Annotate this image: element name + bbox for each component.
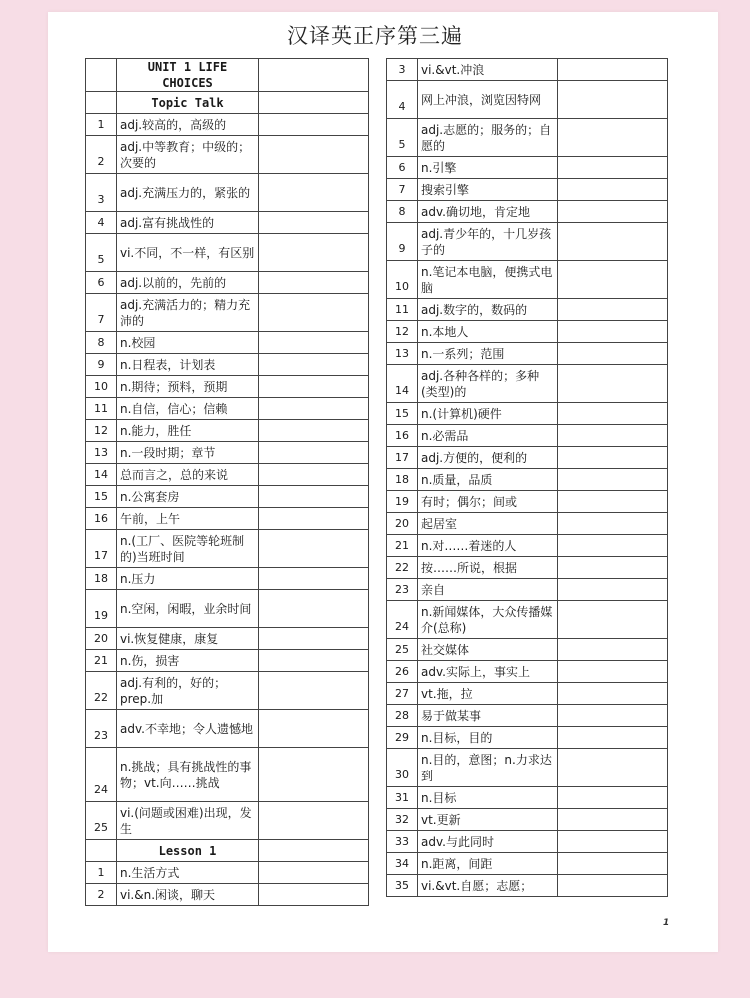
vocab-row	[86, 650, 369, 672]
answer-blank[interactable]	[259, 464, 369, 486]
entry-number: 20	[387, 513, 418, 535]
answer-blank[interactable]	[558, 535, 668, 557]
entry-number: 19	[387, 491, 418, 513]
answer-blank[interactable]	[259, 748, 369, 802]
vocab-row	[86, 464, 369, 486]
answer-blank[interactable]	[558, 787, 668, 809]
entry-number: 34	[387, 853, 418, 875]
vocab-row	[387, 491, 668, 513]
chinese-meaning: 按……所说，根据	[418, 557, 558, 579]
chinese-meaning: adj.数字的，数码的	[418, 299, 558, 321]
vocab-row	[387, 223, 668, 261]
chinese-meaning: adj.志愿的；服务的；自愿的	[418, 119, 558, 157]
entry-number: 20	[86, 628, 117, 650]
answer-blank[interactable]	[259, 212, 369, 234]
answer-blank[interactable]	[558, 513, 668, 535]
entry-number: 18	[86, 568, 117, 590]
vocab-row	[387, 579, 668, 601]
chinese-meaning: n.自信，信心；信赖	[117, 398, 259, 420]
answer-blank[interactable]	[558, 831, 668, 853]
chinese-meaning: adj.有利的，好的；prep.加	[117, 672, 259, 710]
chinese-meaning: adj.充满压力的，紧张的	[117, 174, 259, 212]
entry-number: 23	[387, 579, 418, 601]
answer-blank[interactable]	[558, 223, 668, 261]
entry-number: 17	[86, 530, 117, 568]
entry-number: 32	[387, 809, 418, 831]
vocab-row	[86, 354, 369, 376]
entry-number: 30	[387, 749, 418, 787]
entry-number: 2	[86, 884, 117, 906]
chinese-meaning: adv.不幸地；令人遗憾地	[117, 710, 259, 748]
vocab-row	[387, 59, 668, 81]
entry-number: 5	[86, 234, 117, 272]
answer-blank[interactable]	[558, 875, 668, 897]
chinese-meaning: vi.恢复健康，康复	[117, 628, 259, 650]
entry-number: 13	[86, 442, 117, 464]
entry-number: 1	[86, 114, 117, 136]
entry-number: 17	[387, 447, 418, 469]
vocab-row	[387, 787, 668, 809]
vocab-row	[387, 809, 668, 831]
entry-number: 12	[86, 420, 117, 442]
answer-blank[interactable]	[259, 802, 369, 840]
chinese-meaning: 起居室	[418, 513, 558, 535]
vocab-row	[387, 513, 668, 535]
vocab-row	[387, 469, 668, 491]
vocab-row	[387, 299, 668, 321]
vocab-row	[86, 590, 369, 628]
entry-number: 33	[387, 831, 418, 853]
vocab-table-right	[386, 58, 668, 897]
entry-number: 29	[387, 727, 418, 749]
page-title: 汉译英正序第三遍	[287, 24, 463, 48]
answer-blank[interactable]	[259, 272, 369, 294]
answer-blank[interactable]	[558, 343, 668, 365]
answer-blank[interactable]	[558, 81, 668, 119]
answer-blank[interactable]	[259, 136, 369, 174]
entry-number: 16	[86, 508, 117, 530]
entry-number: 6	[86, 272, 117, 294]
answer-blank[interactable]	[259, 234, 369, 272]
chinese-meaning: 午前，上午	[117, 508, 259, 530]
chinese-meaning: 易于做某事	[418, 705, 558, 727]
answer-blank[interactable]	[558, 365, 668, 403]
answer-blank[interactable]	[259, 174, 369, 212]
answer-blank[interactable]	[558, 809, 668, 831]
entry-number: 1	[86, 862, 117, 884]
answer-blank[interactable]	[259, 650, 369, 672]
heading-number-cell	[86, 59, 117, 92]
answer-blank[interactable]	[558, 403, 668, 425]
vocab-row	[86, 508, 369, 530]
chinese-meaning: n.质量，品质	[418, 469, 558, 491]
vocab-row	[387, 727, 668, 749]
heading-blank-cell	[259, 59, 369, 92]
chinese-meaning: 网上冲浪，浏览因特网	[418, 81, 558, 119]
chinese-meaning: adj.中等教育；中级的；次要的	[117, 136, 259, 174]
chinese-meaning: n.伤，损害	[117, 650, 259, 672]
answer-blank[interactable]	[259, 710, 369, 748]
chinese-meaning: n.一段时期；章节	[117, 442, 259, 464]
chinese-meaning: 亲自	[418, 579, 558, 601]
vocab-row	[86, 376, 369, 398]
vocab-row	[86, 802, 369, 840]
answer-blank[interactable]	[558, 447, 668, 469]
vocab-row	[387, 683, 668, 705]
vocab-row	[387, 179, 668, 201]
chinese-meaning: adv.与此同时	[418, 831, 558, 853]
chinese-meaning: n.校园	[117, 332, 259, 354]
chinese-meaning: adj.富有挑战性的	[117, 212, 259, 234]
chinese-meaning: vi.&vt.自愿；志愿；	[418, 875, 558, 897]
chinese-meaning: n.目标	[418, 787, 558, 809]
vocab-row	[86, 710, 369, 748]
entry-number: 16	[387, 425, 418, 447]
vocab-row	[387, 261, 668, 299]
vocab-row	[86, 628, 369, 650]
vocab-row	[86, 272, 369, 294]
entry-number: 9	[86, 354, 117, 376]
heading-blank-cell	[259, 92, 369, 114]
section-heading: Lesson 1	[117, 840, 259, 862]
section-heading: UNIT 1 LIFE CHOICES	[117, 59, 259, 92]
answer-blank[interactable]	[558, 727, 668, 749]
entry-number: 25	[86, 802, 117, 840]
vocab-row	[387, 601, 668, 639]
vocab-row	[86, 568, 369, 590]
answer-blank[interactable]	[558, 119, 668, 157]
vocab-row	[86, 748, 369, 802]
vocab-row	[387, 343, 668, 365]
chinese-meaning: n.一系列；范围	[418, 343, 558, 365]
heading-blank-cell	[259, 840, 369, 862]
entry-number: 22	[387, 557, 418, 579]
chinese-meaning: n.目标，目的	[418, 727, 558, 749]
vocab-row	[387, 831, 668, 853]
chinese-meaning: n.目的，意图；n.力求达到	[418, 749, 558, 787]
chinese-meaning: adj.各种各样的；多种(类型)的	[418, 365, 558, 403]
answer-blank[interactable]	[259, 590, 369, 628]
answer-blank[interactable]	[558, 601, 668, 639]
answer-blank[interactable]	[259, 332, 369, 354]
chinese-meaning: n.公寓套房	[117, 486, 259, 508]
chinese-meaning: n.日程表，计划表	[117, 354, 259, 376]
vocab-row	[387, 661, 668, 683]
answer-blank[interactable]	[558, 749, 668, 787]
entry-number: 8	[387, 201, 418, 223]
answer-blank[interactable]	[259, 354, 369, 376]
answer-blank[interactable]	[558, 469, 668, 491]
chinese-meaning: vt.拖，拉	[418, 683, 558, 705]
vocab-row	[387, 157, 668, 179]
entry-number: 11	[387, 299, 418, 321]
vocab-row	[86, 862, 369, 884]
entry-number: 27	[387, 683, 418, 705]
vocab-row	[387, 875, 668, 897]
vocab-row	[86, 442, 369, 464]
chinese-meaning: n.本地人	[418, 321, 558, 343]
answer-blank[interactable]	[558, 299, 668, 321]
chinese-meaning: n.空闲，闲暇，业余时间	[117, 590, 259, 628]
chinese-meaning: n.生活方式	[117, 862, 259, 884]
chinese-meaning: n.新闻媒体，大众传播媒介(总称)	[418, 601, 558, 639]
answer-blank[interactable]	[558, 321, 668, 343]
entry-number: 3	[86, 174, 117, 212]
vocab-row	[86, 234, 369, 272]
vocab-row	[387, 425, 668, 447]
entry-number: 9	[387, 223, 418, 261]
answer-blank[interactable]	[558, 201, 668, 223]
chinese-meaning: n.对……着迷的人	[418, 535, 558, 557]
entry-number: 12	[387, 321, 418, 343]
entry-number: 14	[387, 365, 418, 403]
chinese-meaning: 社交媒体	[418, 639, 558, 661]
chinese-meaning: adj.较高的，高级的	[117, 114, 259, 136]
answer-blank[interactable]	[558, 491, 668, 513]
vocab-row	[387, 557, 668, 579]
vocab-row	[86, 212, 369, 234]
answer-blank[interactable]	[259, 442, 369, 464]
answer-blank[interactable]	[259, 420, 369, 442]
chinese-meaning: adv.实际上，事实上	[418, 661, 558, 683]
vocab-row	[86, 398, 369, 420]
chinese-meaning: adj.青少年的，十几岁孩子的	[418, 223, 558, 261]
chinese-meaning: 有时；偶尔；间或	[418, 491, 558, 513]
section-heading: Topic Talk	[117, 92, 259, 114]
section-heading-row	[86, 59, 369, 92]
answer-blank[interactable]	[558, 661, 668, 683]
chinese-meaning: 总而言之，总的来说	[117, 464, 259, 486]
chinese-meaning: n.压力	[117, 568, 259, 590]
entry-number: 25	[387, 639, 418, 661]
vocab-row	[387, 705, 668, 727]
entry-number: 7	[86, 294, 117, 332]
entry-number: 19	[86, 590, 117, 628]
entry-number: 7	[387, 179, 418, 201]
answer-blank[interactable]	[558, 639, 668, 661]
heading-number-cell	[86, 92, 117, 114]
vocab-row	[387, 321, 668, 343]
entry-number: 10	[387, 261, 418, 299]
entry-number: 31	[387, 787, 418, 809]
entry-number: 6	[387, 157, 418, 179]
entry-number: 8	[86, 332, 117, 354]
vocab-row	[387, 403, 668, 425]
entry-number: 35	[387, 875, 418, 897]
vocab-row	[387, 201, 668, 223]
chinese-meaning: adj.方便的，便利的	[418, 447, 558, 469]
answer-blank[interactable]	[259, 628, 369, 650]
chinese-meaning: adj.以前的，先前的	[117, 272, 259, 294]
entry-number: 24	[387, 601, 418, 639]
answer-blank[interactable]	[558, 683, 668, 705]
section-heading-row	[86, 840, 369, 862]
answer-blank[interactable]	[259, 398, 369, 420]
vocab-row	[387, 365, 668, 403]
entry-number: 21	[86, 650, 117, 672]
answer-blank[interactable]	[259, 114, 369, 136]
vocab-row	[86, 884, 369, 906]
vocab-row	[86, 420, 369, 442]
entry-number: 15	[86, 486, 117, 508]
answer-blank[interactable]	[558, 705, 668, 727]
entry-number: 26	[387, 661, 418, 683]
entry-number: 11	[86, 398, 117, 420]
vocab-row	[387, 119, 668, 157]
entry-number: 3	[387, 59, 418, 81]
chinese-meaning: n.(工厂、医院等轮班制的)当班时间	[117, 530, 259, 568]
answer-blank[interactable]	[259, 508, 369, 530]
answer-blank[interactable]	[259, 376, 369, 398]
answer-blank[interactable]	[558, 157, 668, 179]
vocab-row	[387, 447, 668, 469]
vocab-row	[86, 294, 369, 332]
vocab-row	[86, 114, 369, 136]
entry-number: 5	[387, 119, 418, 157]
vocab-row	[387, 535, 668, 557]
chinese-meaning: vi.&vt.冲浪	[418, 59, 558, 81]
chinese-meaning: vi.&n.闲谈，聊天	[117, 884, 259, 906]
answer-blank[interactable]	[259, 294, 369, 332]
entry-number: 13	[387, 343, 418, 365]
answer-blank[interactable]	[259, 486, 369, 508]
answer-blank[interactable]	[558, 59, 668, 81]
vocab-row	[86, 672, 369, 710]
chinese-meaning: n.引擎	[418, 157, 558, 179]
chinese-meaning: n.挑战；具有挑战性的事物；vt.向……挑战	[117, 748, 259, 802]
chinese-meaning: n.距离，间距	[418, 853, 558, 875]
entry-number: 2	[86, 136, 117, 174]
entry-number: 15	[387, 403, 418, 425]
answer-blank[interactable]	[558, 557, 668, 579]
chinese-meaning: 搜索引擎	[418, 179, 558, 201]
heading-number-cell	[86, 840, 117, 862]
answer-blank[interactable]	[558, 579, 668, 601]
chinese-meaning: n.期待；预料，预期	[117, 376, 259, 398]
chinese-meaning: n.必需品	[418, 425, 558, 447]
entry-number: 18	[387, 469, 418, 491]
entry-number: 21	[387, 535, 418, 557]
vocab-table-left	[85, 58, 369, 906]
entry-number: 23	[86, 710, 117, 748]
answer-blank[interactable]	[259, 862, 369, 884]
vocab-row	[387, 749, 668, 787]
chinese-meaning: vt.更新	[418, 809, 558, 831]
vocab-row	[86, 530, 369, 568]
chinese-meaning: n.(计算机)硬件	[418, 403, 558, 425]
chinese-meaning: vi.(问题或困难)出现，发生	[117, 802, 259, 840]
vocab-row	[387, 639, 668, 661]
chinese-meaning: vi.不同，不一样，有区别	[117, 234, 259, 272]
vocab-row	[387, 853, 668, 875]
entry-number: 22	[86, 672, 117, 710]
answer-blank[interactable]	[259, 530, 369, 568]
answer-blank[interactable]	[259, 672, 369, 710]
answer-blank[interactable]	[558, 261, 668, 299]
vocab-row	[86, 486, 369, 508]
entry-number: 10	[86, 376, 117, 398]
answer-blank[interactable]	[259, 884, 369, 906]
answer-blank[interactable]	[558, 425, 668, 447]
vocab-row	[86, 174, 369, 212]
entry-number: 24	[86, 748, 117, 802]
answer-blank[interactable]	[558, 853, 668, 875]
entry-number: 14	[86, 464, 117, 486]
page-number: 1	[663, 918, 670, 928]
chinese-meaning: adj.充满活力的；精力充沛的	[117, 294, 259, 332]
entry-number: 4	[86, 212, 117, 234]
entry-number: 4	[387, 81, 418, 119]
vocab-row	[86, 332, 369, 354]
entry-number: 28	[387, 705, 418, 727]
section-heading-row	[86, 92, 369, 114]
chinese-meaning: n.笔记本电脑，便携式电脑	[418, 261, 558, 299]
chinese-meaning: adv.确切地，肯定地	[418, 201, 558, 223]
answer-blank[interactable]	[558, 179, 668, 201]
answer-blank[interactable]	[259, 568, 369, 590]
chinese-meaning: n.能力，胜任	[117, 420, 259, 442]
vocab-row	[387, 81, 668, 119]
vocab-row	[86, 136, 369, 174]
